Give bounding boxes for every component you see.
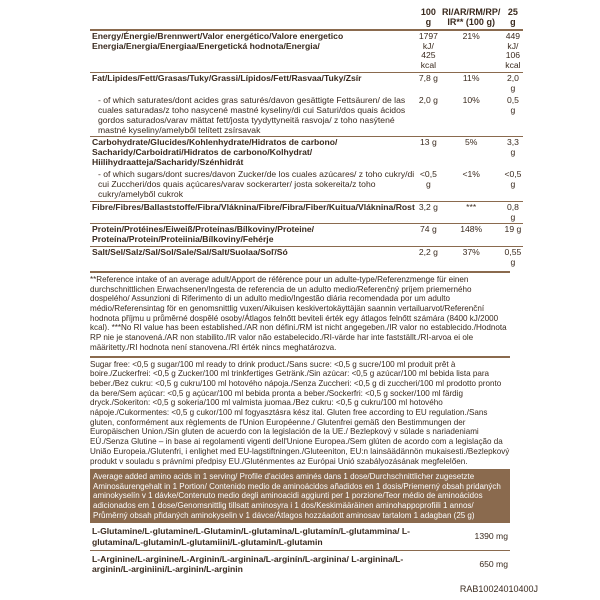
value-100g: 7,8 g	[417, 73, 440, 95]
amino-acid-row	[90, 550, 510, 577]
nutrient-row	[90, 30, 523, 73]
value-25g: 2,0 g	[502, 73, 523, 95]
value-100g: 2,0 g	[418, 94, 438, 105]
value-ri: ***	[440, 201, 503, 224]
nutrient-row	[90, 95, 523, 137]
nutrient-label: Fat/Lipides/Fett/Grasas/Tuky/Grassi/Lípidos/Fett/Rasvaa/Tuky/Zsír	[90, 73, 417, 95]
amino-acid-label: L-Arginine/L-arginine/L-Arginin/L-arginina/L-arginín/L-arginina/ L-arginina/L-arginin/L-arginiini/L-arginin/L-arginin	[90, 550, 436, 577]
value-100g: 13 g	[417, 137, 440, 169]
value-25g: 3,3 g	[502, 137, 523, 169]
nutrient-row	[90, 137, 523, 169]
nutrient-label: - of which sugars/dont sucres/davon Zucker/de los cuales azúcares/ z toho cukry/di cui Zuccheri/dos quais açúcares/varav sockerarter/ josta sokereita/z toho cukry/amelyből cukrok	[98, 169, 415, 199]
value-25g: 19 g	[502, 224, 523, 247]
value-25g: <0,5 g	[504, 169, 522, 189]
value-100g: <0,5 g	[419, 169, 437, 189]
nutrient-label: Carbohydrate/Glucides/Kohlenhydrate/Hidratos de carbono/ Sacharidy/Carboidrati/Hidratos de carbono/Kolhydrat/ Hiilihydraatteja/Sacharidy/Szénhidrát	[90, 137, 417, 169]
amino-acid-value: 650 mg	[436, 550, 510, 577]
col-ri-header: RI/AR/RM/RP/ IR** (100 g)	[441, 7, 501, 28]
nutrient-row	[90, 247, 523, 269]
col-100g-header: 100 g	[420, 7, 436, 28]
value-ri: 10%	[462, 94, 480, 105]
value-25g: 0,8 g	[502, 201, 523, 224]
value-ri: 37%	[440, 247, 503, 269]
amino-acids-header: Average added amino acids in 1 serving/ Profile d'acides aminés dans 1 dose/Durchschnittlicher zugesetzte Aminosäurengehalt in 1 Portion/ Contenido medio de aminoácidos añadidos en 1 dosis/Priemerný obsah pridaných aminokyselín v 1 dávke/Contenuto medio degli aminoacidi aggiunti per 1 porzione/Teor médio de aminoácidos adicionados em 1 dose/Genomsnittlig tillsatt aminosyra i 1 dos/Keskimääräinen aminohappoprofiili 1 annos/ Průměrný obsah přidaných aminokyselin v 1 dávce/Átlagos hozzáadott aminosav tartalom 1 adagban (25 g)	[90, 469, 510, 523]
amino-acid-row	[90, 523, 510, 550]
nutrient-row	[90, 73, 523, 95]
nutrient-label: Salt/Sel/Salz/Sal/Sol/Sale/Sal/Salt/Suolaa/Soľ/Só	[90, 247, 417, 269]
amino-acid-label: L-Glutamine/L-glutamine/L-Glutamin/L-glutamina/L-glutamín/L-glutammina/ L-glutamina/L-glutamin/L-glutamiini/L-glutamin/L-glutamin	[92, 526, 410, 547]
nutrition-label	[90, 6, 522, 578]
value-100g: 2,2 g	[417, 247, 440, 269]
value-ri: 21%	[440, 30, 503, 73]
value-ri: <1%	[462, 169, 480, 180]
amino-acid-value: 1390 mg	[474, 531, 508, 542]
reference-notes: **Reference intake of an average adult/Apport de référence pour un adulte-type/Referenzmenge für einen durchschnittlichen Erwachsenen/Ingesta de referencia de un adulto medio/Referenčný príjem priemerného dospelého/ Assunzioni di Riferimento di un adulto medio/Ingestão diária recomendada por um adulto médio/Referensintag för en genomsnittlig vuxen/Aikuisen keskivertokäyttäjän saannin vertailuarvot/Referenční hodnota příjmu u průměrné dospělé osoby/Átlagos felnőtt beviteli érték egy átlagos felnőtt számára (8400 kJ/2000 kcal). ***No RI value has been established./AR non défini./RM ist nicht angegeben./IR valor no establecido./Hodnota RP nie je stanovená./AR non stabilito./IR valor não estabelecido./RI-värde har inte fastställt./RI-arvoa ei ole määritetty./RI hodnota není stanovena./RI érték nincs meghatározva.	[90, 271, 510, 353]
col-25g-header: 25 g	[507, 7, 518, 28]
value-100g: 1797 kJ/ 425 kcal	[417, 30, 440, 73]
nutrient-label: Fibre/Fibres/Ballaststoffe/Fibra/Vláknina/Fibre/Fibra/Fiber/Kuitua/Vláknina/Rost	[90, 201, 417, 224]
nutrient-rows	[90, 30, 523, 269]
value-ri: 11%	[440, 73, 503, 95]
product-code: RAB10024010400J	[459, 584, 538, 594]
nutrition-table	[90, 6, 523, 269]
value-100g: 3,2 g	[417, 201, 440, 224]
nutrient-label: Protein/Protéines/Eiweiß/Proteínas/Bílkoviny/Proteine/ Proteína/Protein/Proteiinia/Bílkoviny/Fehérje	[90, 224, 417, 247]
value-25g: 449 kJ/ 106 kcal	[502, 30, 523, 73]
value-ri: 148%	[440, 224, 503, 247]
sugar-gluten-statement: Sugar free: <0,5 g sugar/100 ml ready to drink product./Sans sucre: <0,5 g sucre/100 ml produit prêt à boire./Zuckerfrei: <0,5 g Zucker/100 ml trinkfertiges Getränk./Sin azúcar: <0,5 g azúcar/100 ml bebida lista para beber./Bez cukru: <0,5 g cukru/100 ml hotového nápoja./Senza Zuccheri: <0,5 g di zuccheri/100 ml prodotto pronto da bere/Sem açúcar: <0,5 g açúcar/100 ml bebida pronta a beber./Sockerfri: <0,5 g socker/100 ml färdig dryck./Sokeriton: <0,5 g sokeria/100 ml valmista juomaa./Bez cukru: <0,5 g cukru/100 ml hotového nápoje./Cukormentes: <0,5 g cukor/100 ml fogyasztásra kész ital. Gluten free according to EU regulation./Sans gluten, conformément aux règlements de l'Union Européenne./ Glutenfrei gemäß den Bestimmungen der Europäischen Union./Sin gluten de acuerdo con la legislación de la UE./ Bezlepkový v súlade s nariadeniami EÚ./Senza Glutine – in base ai regolamenti vigenti dell'Unione Europea./Sem glúten de acordo com a legislação da União Europeia./Glutenfri, i enlighet med EU-lagstiftningen./Gluteeniton, EU:n lainsäädännön mukaisesti./Bezlepkový produkt v souladu s právními předpisy EU./Gluténmentes az Európai Unió szabályozásának megfelelően.	[90, 356, 510, 467]
nutrient-row	[90, 169, 523, 201]
nutrient-row	[90, 224, 523, 247]
value-100g: 74 g	[417, 224, 440, 247]
nutrient-label: - of which saturates/dont acides gras saturés/davon gesättigte Fettsäuren/ de las cuales saturadas/z toho nasycené mastné kyseliny/di cui Saturi/dos quais ácidos gordos saturados/varav mättat fett/josta tyydyttyneitä rasvoja/ z toho nasýtené mastné kyseliny/amelyből telített zsírsavak	[98, 94, 406, 135]
value-25g: 0,5 g	[506, 94, 519, 115]
value-ri: 5%	[440, 137, 503, 169]
table-header	[90, 6, 523, 30]
nutrient-row	[90, 201, 523, 224]
nutrient-label: Energy/Énergie/Brennwert/Valor energético/Valore energetico Energia/Energia/Energiaa/Energetická hodnota/Energia/	[90, 30, 417, 73]
value-25g: 0,55 g	[502, 247, 523, 269]
amino-acids-table	[90, 523, 510, 577]
